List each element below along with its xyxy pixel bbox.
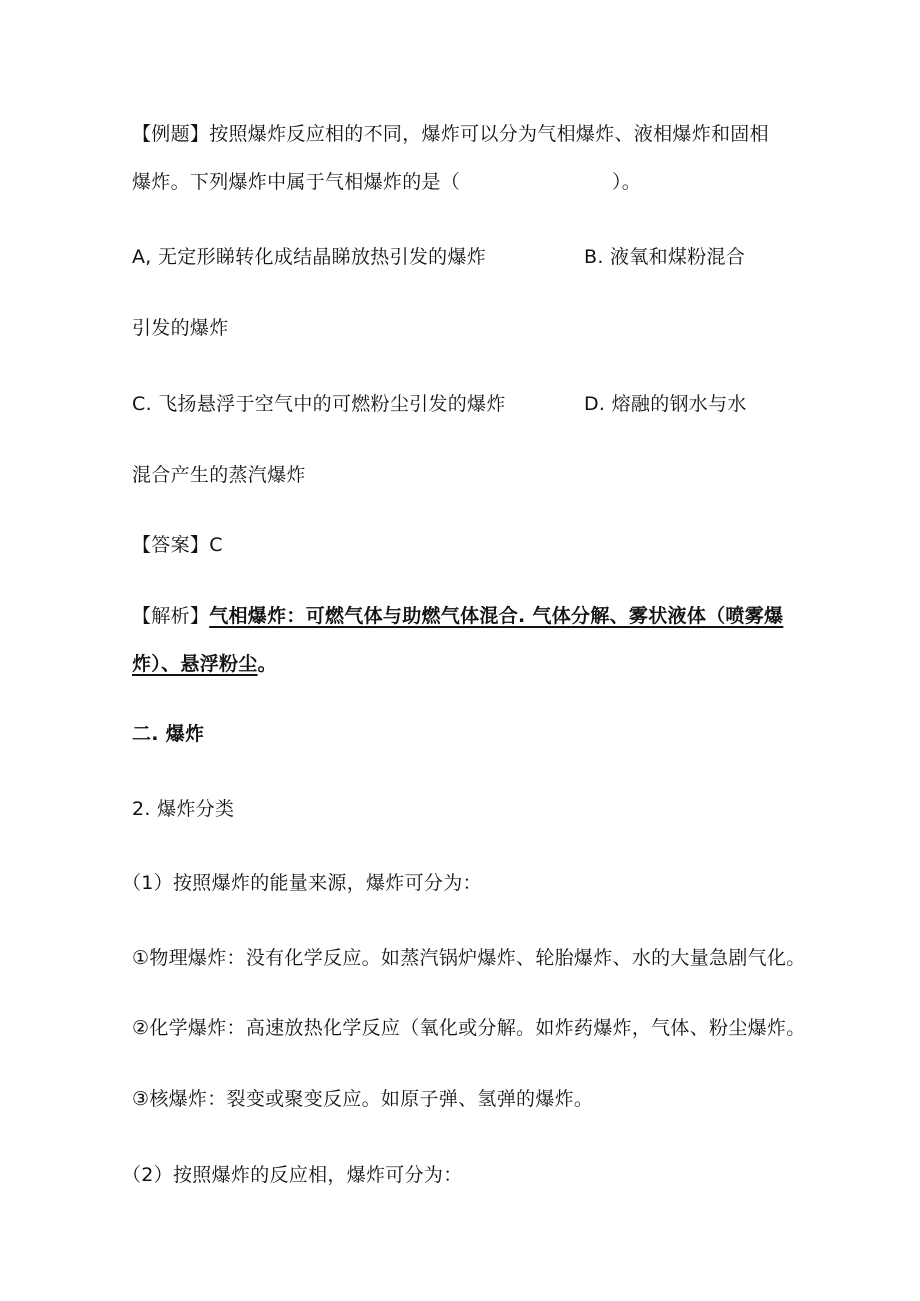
chemical-explosion: ②化学爆炸：高速放热化学反应（氧化或分解。如炸药爆炸，气体、粉尘爆炸。 (132, 1017, 806, 1039)
example-line-2-close: ）。 (612, 171, 642, 193)
analysis-line-1 (132, 603, 783, 629)
analysis-text-1: 气相爆炸：可燃气体与助燃气体混合. 气体分解、雾状液体（喷雾爆 (209, 605, 784, 627)
classification-item-1: （1）按照爆炸的能量来源，爆炸可分为： (122, 872, 482, 894)
answer: 【答案】C (132, 534, 223, 556)
option-b-continued: 引发的爆炸 (132, 317, 229, 339)
option-d: D. 熔融的钢水与水 (584, 393, 747, 415)
analysis-label: 【解析】 (132, 605, 210, 627)
option-a: A, 无定形睇转化成结晶睇放热引发的爆炸 (132, 246, 487, 268)
section-heading: 二. 爆炸 (132, 723, 205, 745)
example-line-2: 爆炸。下列爆炸中属于气相爆炸的是（ (132, 171, 461, 193)
physical-explosion: ①物理爆炸：没有化学反应。如蒸汽锅炉爆炸、轮胎爆炸、水的大量急剧气化。 (132, 947, 806, 969)
classification-item-2: （2）按照爆炸的反应相，爆炸可分为： (122, 1164, 463, 1186)
example-line-1: 【例题】按照爆炸反应相的不同，爆炸可以分为气相爆炸、液相爆炸和固相 (132, 123, 769, 145)
option-c: C. 飞扬悬浮于空气中的可燃粉尘引发的爆炸 (132, 393, 506, 415)
analysis-line-2 (132, 651, 277, 677)
analysis-text-2: 炸）、悬浮粉尘 (132, 653, 258, 675)
analysis-text-2-end: 。 (257, 653, 277, 675)
subsection-heading: 2. 爆炸分类 (132, 798, 235, 820)
option-d-continued: 混合产生的蒸汽爆炸 (132, 464, 306, 486)
option-b: B. 液氧和煤粉混合 (584, 246, 746, 268)
nuclear-explosion: ③核爆炸：裂变或聚变反应。如原子弹、氢弹的爆炸。 (132, 1088, 594, 1110)
